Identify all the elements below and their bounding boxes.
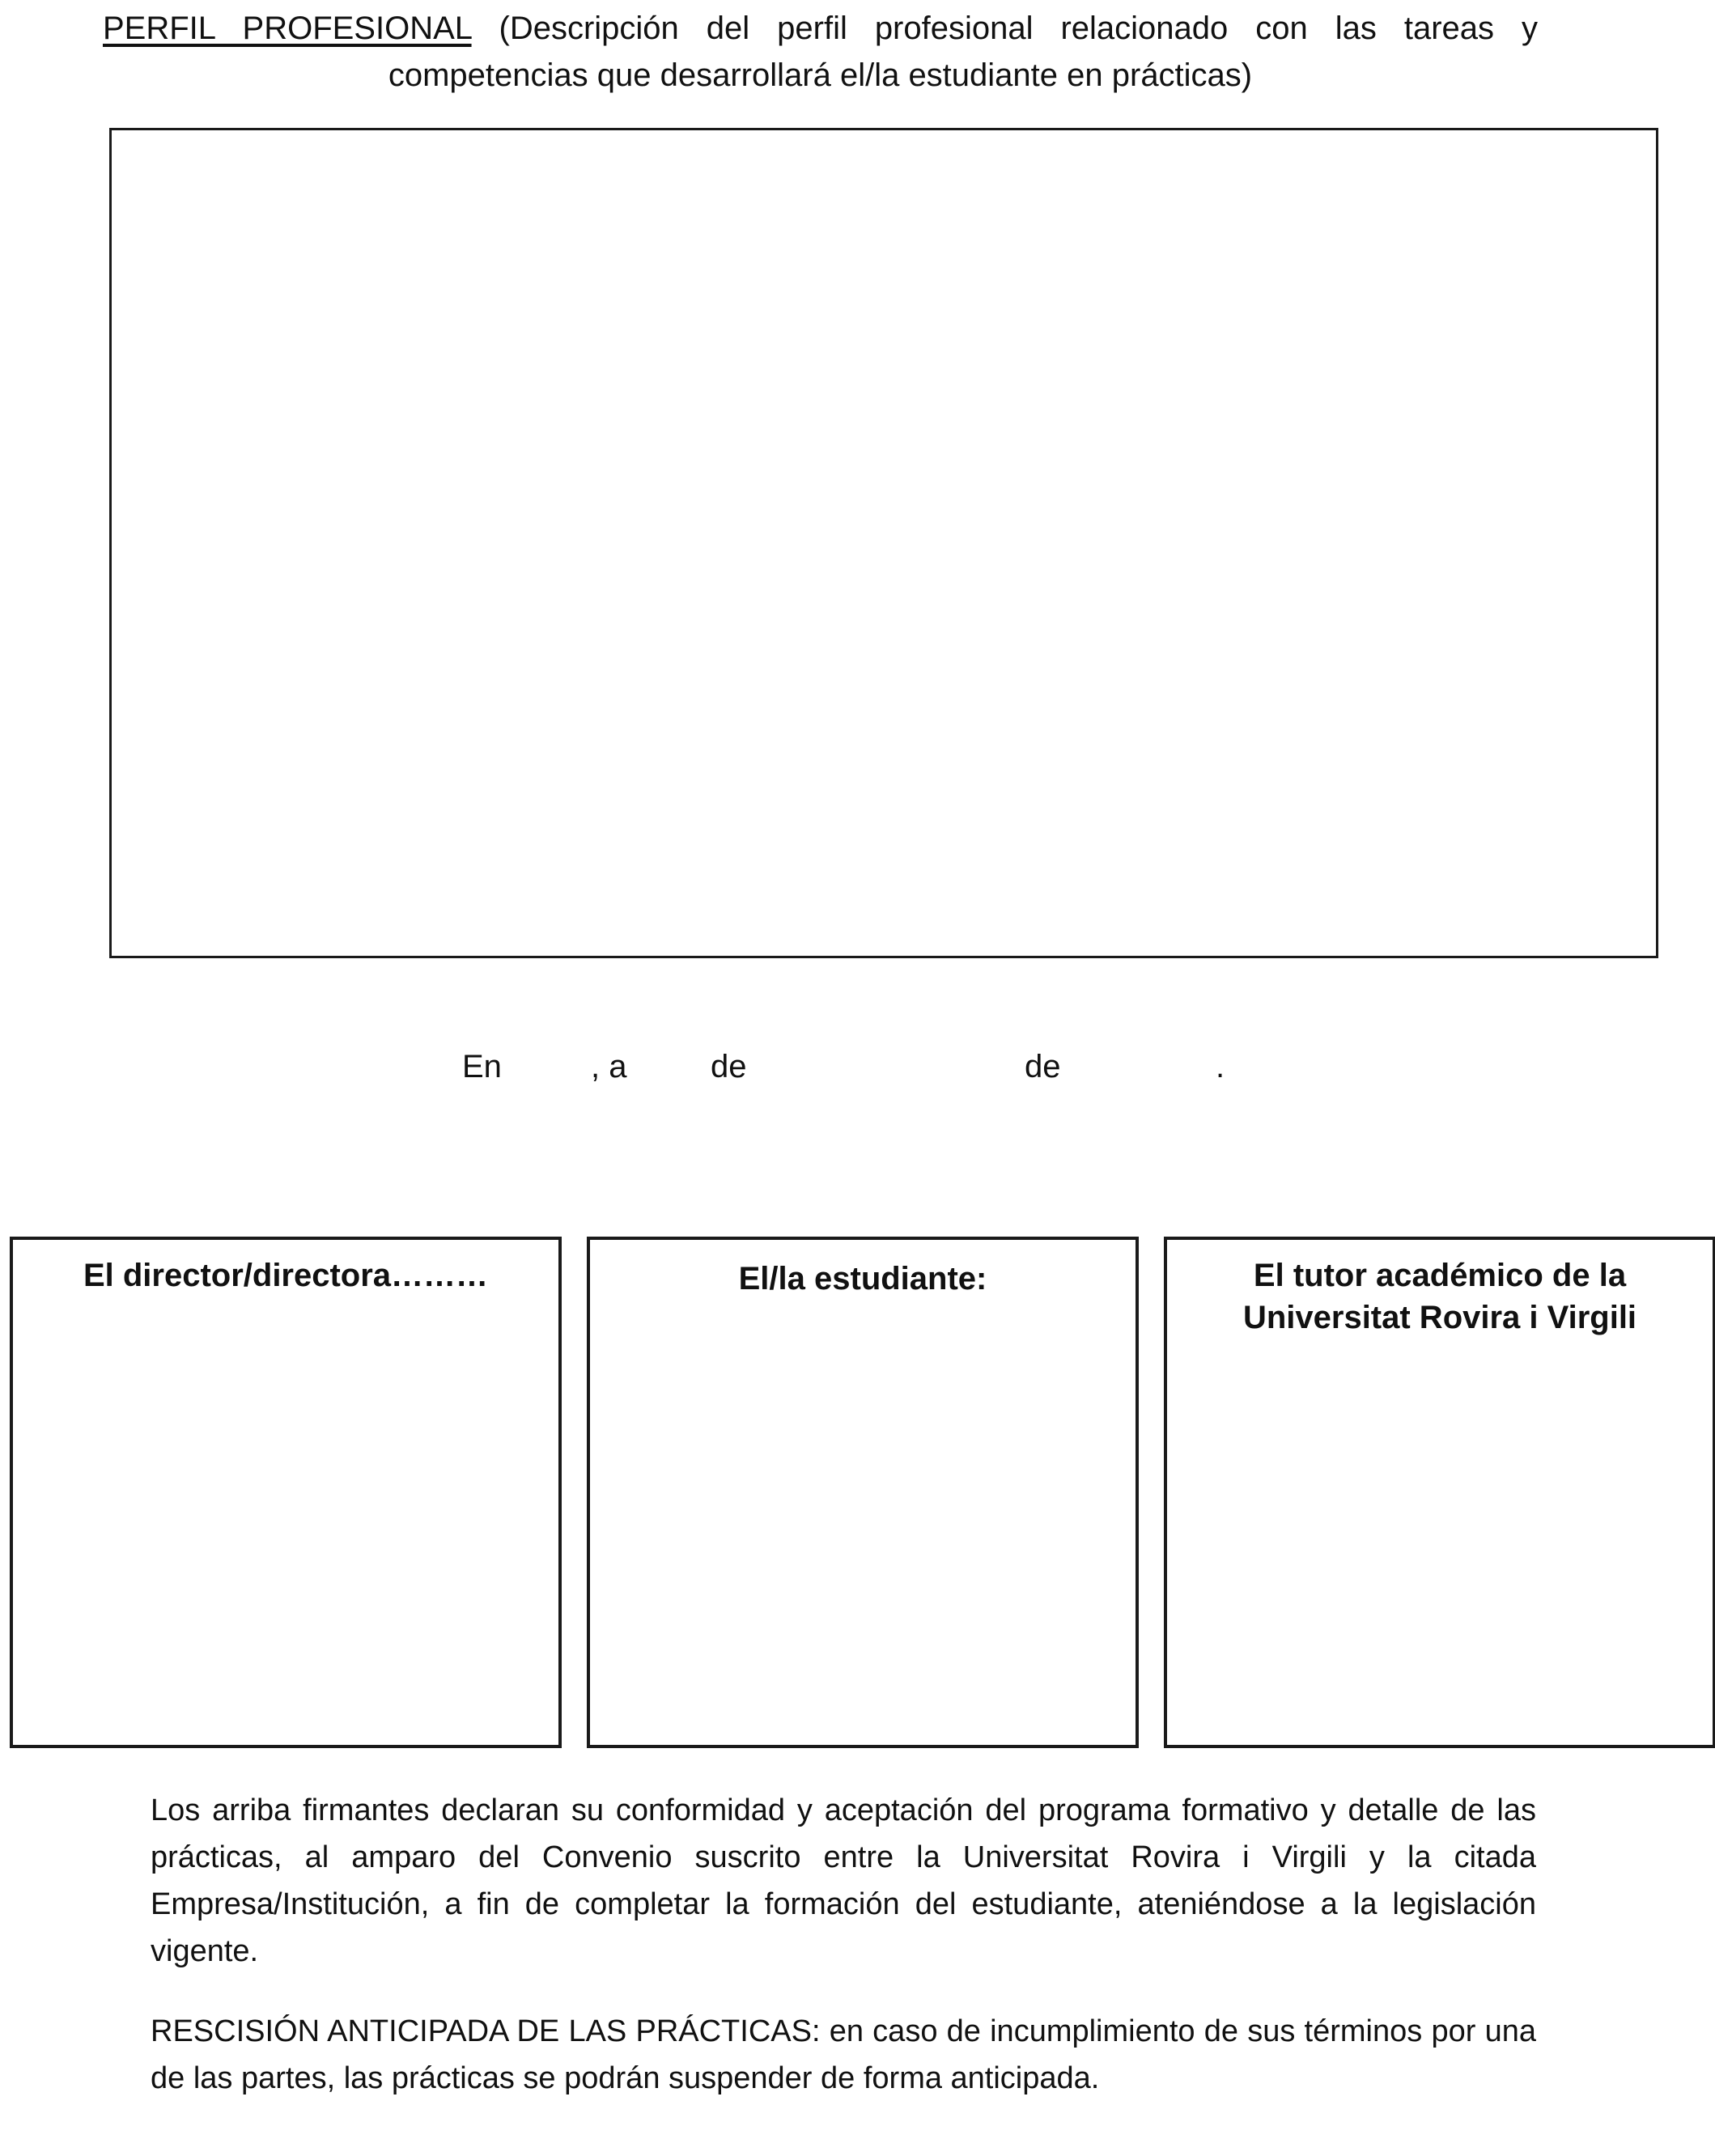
student-signature-box[interactable] <box>587 1237 1139 1748</box>
heading-word: las <box>1335 11 1377 46</box>
date-line-period: . <box>1216 1049 1225 1084</box>
heading-word: (Descripción <box>499 11 679 46</box>
tutor-signature-title: El tutor académico de la Universitat Rovira i Virgili <box>1242 1258 1637 1335</box>
date-line-en: En <box>462 1049 502 1084</box>
date-line-de-month: de <box>1025 1049 1061 1084</box>
profile-heading <box>103 5 1538 99</box>
profile-heading-line2: competencias que desarrollará el/la estudiante en prácticas) <box>388 57 1253 93</box>
profile-heading-title: PERFIL PROFESIONAL <box>103 11 472 46</box>
conformity-paragraph: Los arriba firmantes declaran su conformidad y aceptación del programa formativo y detalle de las prácticas, al amparo del Convenio suscrito entre la Universitat Rovira i Virgili y la citada Empresa/Institución, a fin de completar la formación del estudiante, ateniéndose a la legislación vigente. <box>151 1793 1536 1968</box>
student-signature-title: El/la estudiante: <box>738 1261 987 1297</box>
date-line-a: , a <box>591 1049 627 1084</box>
heading-word: relacionado <box>1060 11 1229 46</box>
heading-word: y <box>1521 11 1538 46</box>
heading-word: perfil <box>777 11 847 46</box>
heading-word: tareas <box>1403 11 1495 46</box>
rescission-paragraph: RESCISIÓN ANTICIPADA DE LAS PRÁCTICAS: en caso de incumplimiento de sus términos por una de las partes, las prácticas se podrán suspender de forma anticipada. <box>151 2014 1536 2095</box>
profile-description-box[interactable] <box>109 128 1658 958</box>
profile-heading-line1 <box>103 5 1538 52</box>
tutor-signature-box[interactable] <box>1164 1237 1715 1748</box>
director-signature-title: El director/directora……… <box>83 1258 489 1293</box>
heading-word: profesional <box>874 11 1034 46</box>
date-line-de-day: de <box>711 1049 747 1084</box>
heading-word: con <box>1255 11 1308 46</box>
director-signature-box[interactable] <box>10 1237 562 1748</box>
heading-word: del <box>706 11 750 46</box>
